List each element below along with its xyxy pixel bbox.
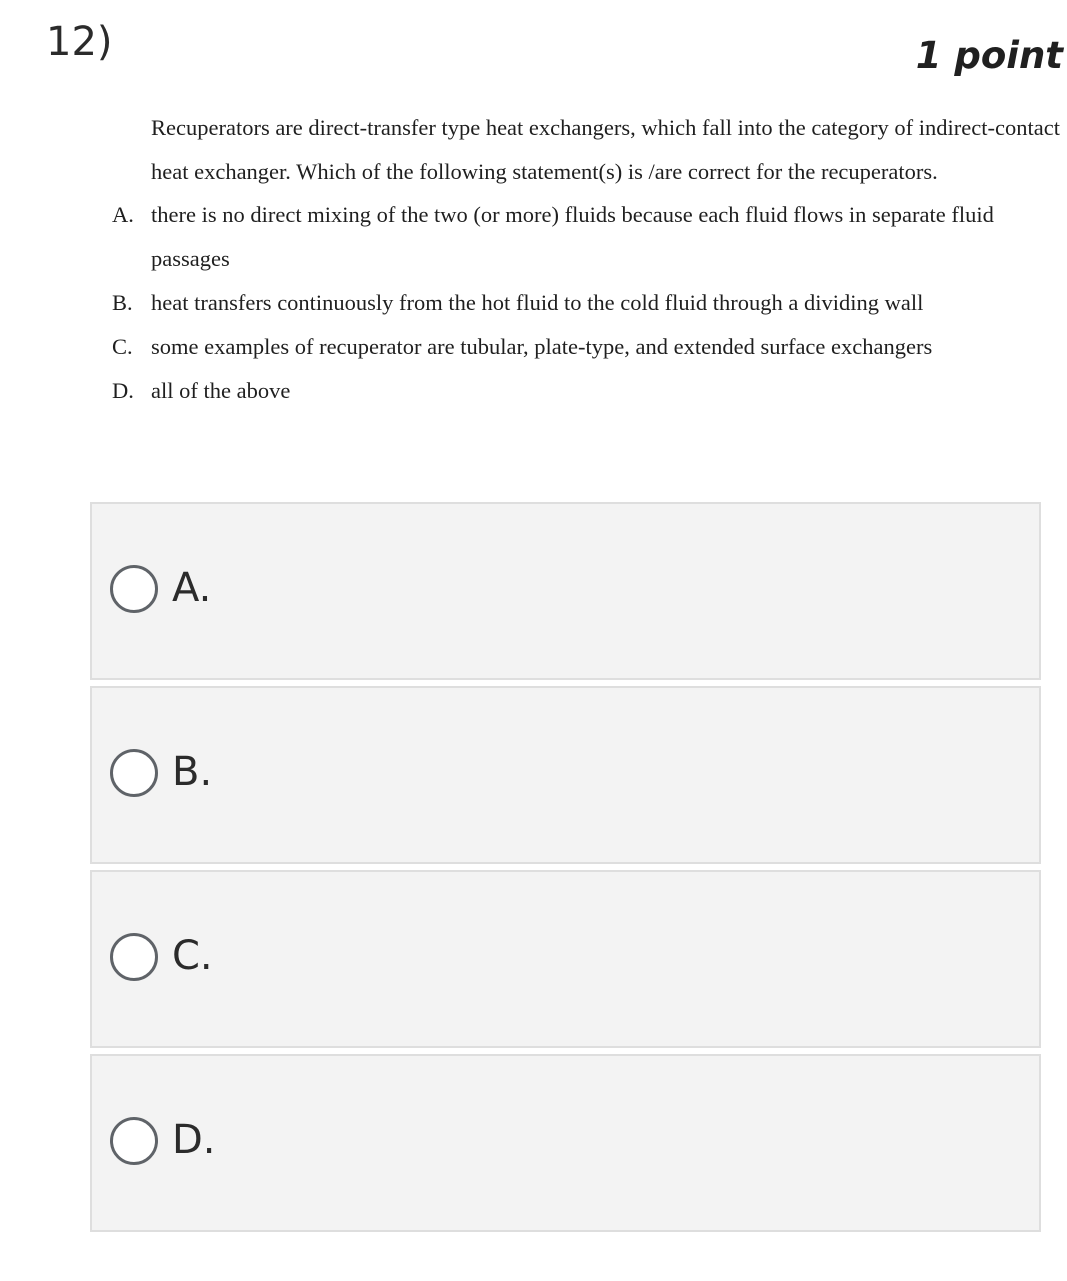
radio-button-icon[interactable] [110, 1117, 158, 1165]
radio-button-icon[interactable] [110, 749, 158, 797]
choice-c[interactable] [90, 870, 1041, 1048]
question-option-c [108, 325, 1063, 369]
option-letter: A. [112, 202, 134, 227]
answer-choices [90, 502, 1041, 1238]
choice-label[interactable]: A. [172, 565, 212, 611]
option-text: there is no direct mixing of the two (or more) fluids because each fluid flows in separate fluid passages [151, 202, 994, 271]
choice-d[interactable] [90, 1054, 1041, 1232]
question-image [108, 106, 1063, 413]
question-stem: Recuperators are direct-transfer type heat exchangers, which fall into the category of indirect-contact heat exchanger. Which of the following statement(s) is /are correct for the recuperators. [151, 115, 1060, 184]
question-option-d [108, 369, 1063, 413]
choice-label[interactable]: D. [172, 1117, 216, 1163]
question-option-a [108, 193, 1063, 281]
radio-button-icon[interactable] [110, 933, 158, 981]
question-points: 1 point [915, 34, 1063, 77]
option-letter: C. [112, 334, 133, 359]
choice-b[interactable] [90, 686, 1041, 864]
choice-label[interactable]: B. [172, 749, 213, 795]
question-number: 12) [46, 19, 113, 65]
option-text: some examples of recuperator are tubular, plate-type, and extended surface exchangers [151, 334, 933, 359]
choice-label[interactable]: C. [172, 933, 213, 979]
option-text: all of the above [151, 378, 291, 403]
choice-a[interactable] [90, 502, 1041, 680]
option-letter: B. [112, 290, 133, 315]
option-letter: D. [112, 378, 134, 403]
radio-button-icon[interactable] [110, 565, 158, 613]
question-option-b [108, 281, 1063, 325]
option-text: heat transfers continuously from the hot fluid to the cold fluid through a dividing wall [151, 290, 924, 315]
